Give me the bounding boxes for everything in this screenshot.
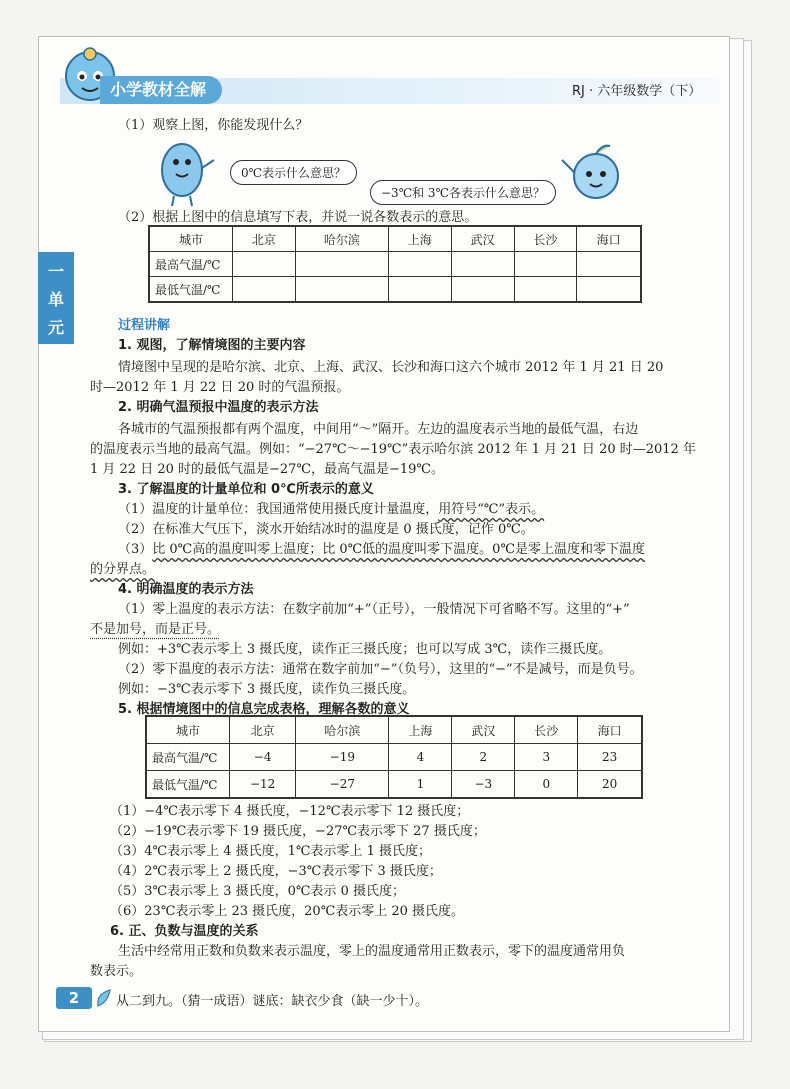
blank-cell[interactable] <box>295 252 388 277</box>
paragraph-line: 的温度表示当地的最高气温。例如：“−27℃～−19℃”表示哈尔滨 2012 年 1 月 21 日 20 时—2012 年 <box>90 442 696 457</box>
answer-line: （1）−4℃表示零下 4 摄氏度，−12℃表示零下 12 摄氏度； <box>110 804 470 819</box>
blank-cell[interactable] <box>451 277 514 303</box>
subsection-2-title: 2. 明确气温预报中温度的表示方法 <box>118 400 319 415</box>
paragraph-line <box>90 558 155 577</box>
text-segment: （3） <box>118 542 153 557</box>
answer-line: （3）4℃表示零上 4 摄氏度，1℃表示零上 1 摄氏度； <box>110 844 431 859</box>
blank-cell[interactable] <box>514 277 577 303</box>
speech-bubble-right: −3℃和 3℃各表示什么意思？ <box>370 180 556 205</box>
table-header-cell: 武汉 <box>452 716 515 744</box>
table-row <box>146 771 642 799</box>
table-header-row <box>149 226 641 252</box>
table-cell: −19 <box>296 744 389 771</box>
paragraph-line: （2）在标准大气压下，淡水开始结冰时的温度是 0 摄氏度，记作 0℃。 <box>118 522 534 537</box>
leaf-icon <box>94 986 114 1010</box>
blank-temperature-table <box>148 225 642 303</box>
question-1: （1）观察上图，你能发现什么？ <box>118 118 309 133</box>
table-cell: 3 <box>515 744 578 771</box>
table-cell: 0 <box>515 771 578 799</box>
table-row <box>146 744 642 771</box>
character-right-icon <box>558 138 630 214</box>
row-label: 最低气温/℃ <box>146 771 230 799</box>
blank-cell[interactable] <box>233 252 296 277</box>
table-cell: −12 <box>230 771 296 799</box>
table-header-cell: 北京 <box>233 226 296 252</box>
blank-cell[interactable] <box>295 277 388 303</box>
blank-cell[interactable] <box>233 277 296 303</box>
paragraph-line: 例如：+3℃表示零上 3 摄氏度，读作正三摄氏度；也可以写成 3℃，读作三摄氏度。 <box>118 642 612 657</box>
header-title: 小学教材全解 <box>100 76 222 104</box>
row-label: 最低气温/℃ <box>149 277 233 303</box>
answer-line: （4）2℃表示零上 2 摄氏度，−3℃表示零下 3 摄氏度； <box>110 864 442 879</box>
subsection-4-title: 4. 明确温度的表示方法 <box>118 582 254 597</box>
table-header-cell: 长沙 <box>515 716 578 744</box>
filled-temperature-table <box>145 715 643 799</box>
table-header-row <box>146 716 642 744</box>
blank-cell[interactable] <box>388 252 451 277</box>
table-cell: −27 <box>296 771 389 799</box>
table-header-cell: 城市 <box>146 716 230 744</box>
section-title: 过程讲解 <box>118 318 171 333</box>
paragraph-line: 情境图中呈现的是哈尔滨、北京、上海、武汉、长沙和海口这六个城市 2012 年 1 月 21 日 20 <box>118 360 664 375</box>
text-segment: （1）温度的计量单位：我国通常使用摄氏度计量温度， <box>118 502 439 517</box>
subsection-3-title: 3. 了解温度的计量单位和 0℃所表示的意义 <box>118 482 374 497</box>
question-2: （2）根据上图中的信息填写下表，并说一说各数表示的意思。 <box>118 210 478 225</box>
wavy-underlined-text: 用符号“℃”表示。 <box>438 502 545 517</box>
character-left-icon <box>150 132 220 208</box>
paragraph-line: （1）零上温度的表示方法：在数字前加“+”（正号），一般情况下可省略不写。这里的“+” <box>118 602 630 617</box>
paragraph-line: 各城市的气温预报都有两个温度，中间用“～”隔开。左边的温度表示当地的最低气温，右边 <box>118 422 639 437</box>
table-header-cell: 哈尔滨 <box>295 226 388 252</box>
table-header-cell: 城市 <box>149 226 233 252</box>
paragraph-line: 数表示。 <box>90 964 143 979</box>
blank-cell[interactable] <box>451 252 514 277</box>
table-header-cell: 上海 <box>389 716 452 744</box>
footer-riddle: 从二到九。（猜一成语）谜底：缺衣少食（缺一少十）。 <box>116 994 429 1009</box>
paragraph-line: 不是加号，而是正号。 <box>90 622 221 637</box>
table-row <box>149 252 641 277</box>
table-header-cell: 北京 <box>230 716 296 744</box>
answer-line: （2）−19℃表示零下 19 摄氏度，−27℃表示零下 27 摄氏度； <box>110 824 486 839</box>
paragraph-line: （2）零下温度的表示方法：通常在数字前加“−”（负号），这里的“−”不是减号，而是负号。 <box>118 662 643 677</box>
answer-line: （5）3℃表示零上 3 摄氏度，0℃表示 0 摄氏度； <box>110 884 405 899</box>
subsection-5-title: 5. 根据情境图中的信息完成表格，理解各数的意义 <box>118 702 410 717</box>
side-tab-char: 单 <box>47 289 64 309</box>
table-header-cell: 海口 <box>577 226 641 252</box>
blank-cell[interactable] <box>577 252 641 277</box>
table-row <box>149 277 641 303</box>
row-label: 最高气温/℃ <box>149 252 233 277</box>
paragraph-line: 例如：−3℃表示零下 3 摄氏度，读作负三摄氏度。 <box>118 682 416 697</box>
blank-cell[interactable] <box>577 277 641 303</box>
subsection-1-title: 1. 观图，了解情境图的主要内容 <box>118 338 306 353</box>
wavy-underlined-text: 的分界点。 <box>90 562 156 577</box>
unit-side-tab <box>38 252 74 344</box>
side-tab-char: 一 <box>47 261 64 281</box>
paragraph-line <box>118 538 645 557</box>
blank-cell[interactable] <box>388 277 451 303</box>
header-grade-label: RJ · 六年级数学（下） <box>572 84 702 99</box>
table-cell: −4 <box>230 744 296 771</box>
paragraph-line: 生活中经常用正数和负数来表示温度，零上的温度通常用正数表示，零下的温度通常用负 <box>118 944 626 959</box>
table-cell: 23 <box>578 744 642 771</box>
table-header-cell: 上海 <box>388 226 451 252</box>
paragraph-line <box>118 498 544 517</box>
table-cell: −3 <box>452 771 515 799</box>
subsection-6-title: 6. 正、负数与温度的关系 <box>110 924 259 939</box>
table-header-cell: 武汉 <box>451 226 514 252</box>
answer-line: （6）23℃表示零上 23 摄氏度，20℃表示零上 20 摄氏度。 <box>110 904 465 919</box>
table-cell: 4 <box>389 744 452 771</box>
wavy-underlined-text: 比 0℃高的温度叫零上温度；比 0℃低的温度叫零下温度。0℃是零上温度和零下温度 <box>152 542 645 557</box>
page-number: 2 <box>56 987 92 1009</box>
table-cell: 1 <box>389 771 452 799</box>
table-header-cell: 海口 <box>578 716 642 744</box>
table-header-cell: 长沙 <box>514 226 577 252</box>
row-label: 最高气温/℃ <box>146 744 230 771</box>
speech-bubble-left: 0℃表示什么意思？ <box>230 160 357 185</box>
table-cell: 2 <box>452 744 515 771</box>
table-header-cell: 哈尔滨 <box>296 716 389 744</box>
blank-cell[interactable] <box>514 252 577 277</box>
side-tab-char: 元 <box>47 317 64 337</box>
paragraph-line: 1 月 22 日 20 时的最低气温是−27℃，最高气温是−19℃。 <box>90 462 444 477</box>
paragraph-line: 时—2012 年 1 月 22 日 20 时的气温预报。 <box>90 380 350 395</box>
table-cell: 20 <box>578 771 642 799</box>
